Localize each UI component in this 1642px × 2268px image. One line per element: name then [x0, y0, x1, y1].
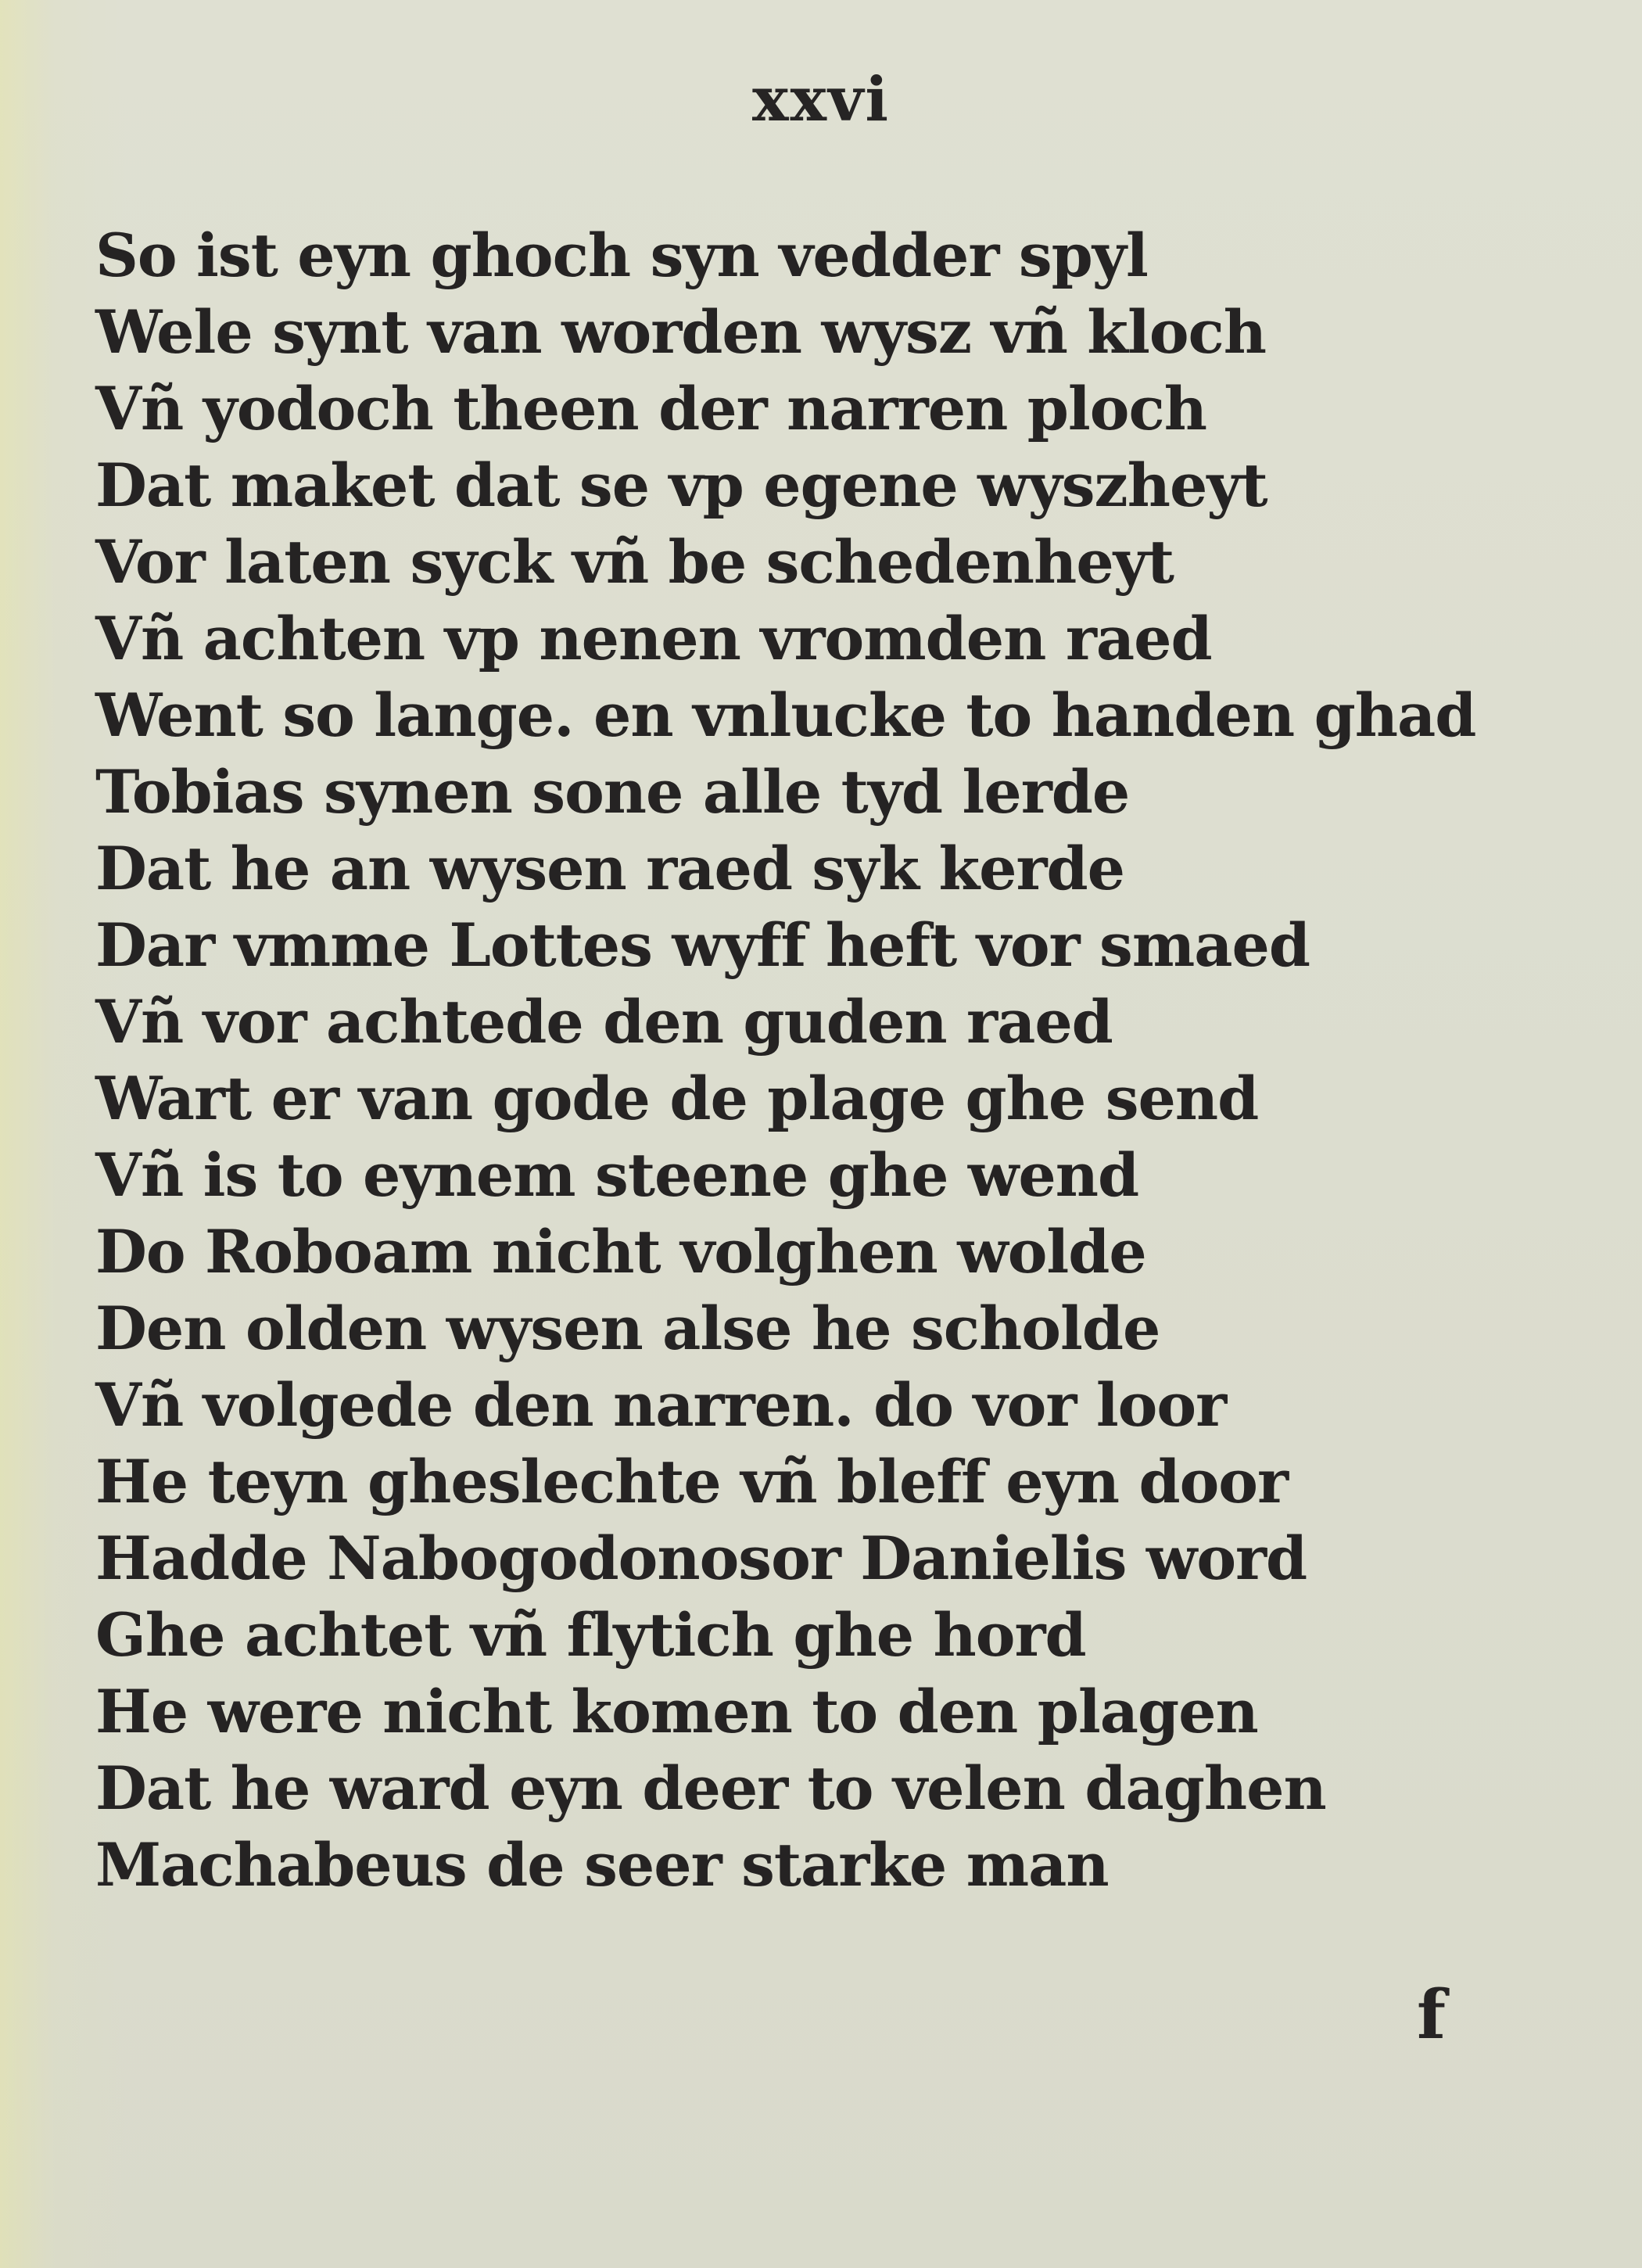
verse-line: Machabeus de seer starke man: [95, 1830, 1109, 1900]
verse-line: Wele synt van worden wysz vñ kloch: [95, 297, 1267, 367]
verse-line: Went so lange. en vnlucke to handen ghad: [95, 680, 1476, 750]
verse-line: Tobias synen sone alle tyd lerde: [95, 757, 1130, 827]
verse-line: Vñ is to eynem steene ghe wend: [95, 1140, 1139, 1210]
verse-line: He teyn gheslechte vñ bleff eyn door: [95, 1447, 1289, 1516]
verse-line: Dar vmme Lottes wyff heft vor smaed: [95, 910, 1310, 980]
verse-text: [95, 217, 1475, 1904]
verse-line: Dat he an wysen raed syk kerde: [95, 834, 1125, 903]
folio-number: xxvi: [752, 64, 890, 135]
verse-line: Vor laten syck vñ be schedenheyt: [95, 527, 1174, 597]
verse-line: So ist eyn ghoch syn vedder spyl: [95, 221, 1148, 290]
verse-line: Vñ yodoch theen der narren ploch: [95, 374, 1207, 443]
verse-line: He were nicht komen to den plagen: [95, 1677, 1258, 1746]
verse-line: Hadde Nabogodonosor Danielis word: [95, 1523, 1307, 1593]
verse-line: Dat he ward eyn deer to velen daghen: [95, 1753, 1326, 1823]
verse-line: Do Roboam nicht volghen wolde: [95, 1217, 1146, 1287]
verse-line: Vñ vor achtede den guden raed: [95, 987, 1113, 1057]
verse-line: Ghe achtet vñ flytich ghe hord: [95, 1600, 1086, 1670]
verse-line: Vñ volgede den narren. do vor loor: [95, 1370, 1227, 1440]
verse-line: Den olden wysen alse he scholde: [95, 1294, 1160, 1363]
signature-mark: f: [1417, 1976, 1446, 2054]
verse-line: Vñ achten vp nenen vromden raed: [95, 604, 1212, 673]
verse-line: Dat maket dat se vp egene wyszheyt: [95, 450, 1267, 520]
verse-line: Wart er van gode de plage ghe send: [95, 1064, 1259, 1133]
